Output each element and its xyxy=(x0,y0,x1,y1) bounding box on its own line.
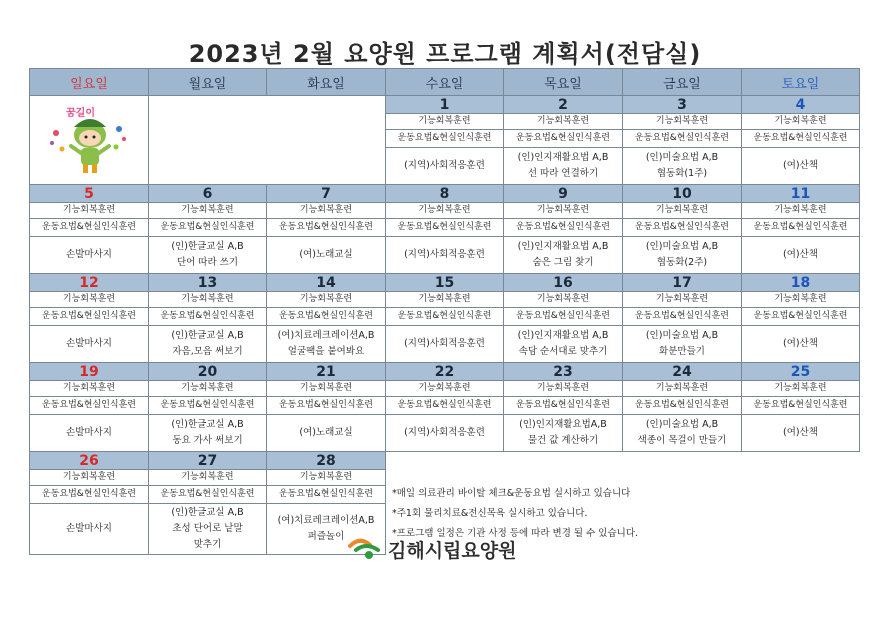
program-row xyxy=(30,415,860,452)
activity-line: 운동요법&현실인식훈련 xyxy=(267,486,386,504)
activity-line: 기능회복훈련 xyxy=(267,381,386,397)
program-text: (여)산책 xyxy=(783,427,818,438)
activity-line: 기능회복훈련 xyxy=(30,203,149,219)
organization-name: 김해시립요양원 xyxy=(388,539,517,562)
day-number: 26 xyxy=(30,452,149,470)
program-text: (인)한글교실 A,B xyxy=(171,507,244,518)
activity-line: 운동요법&현실인식훈련 xyxy=(623,219,742,237)
program-text: (인)인지재활요법A,B xyxy=(519,419,607,430)
weekday-header: 월요일 xyxy=(149,69,267,96)
activity-line: 운동요법&현실인식훈련 xyxy=(386,308,504,326)
program-text: 초성 단어로 낱말 xyxy=(172,523,243,534)
activity-line: 운동요법&현실인식훈련 xyxy=(386,219,504,237)
program-text: (여)치료레크레이션A,B xyxy=(277,515,375,526)
activity-line: 운동요법&현실인식훈련 xyxy=(149,486,267,504)
program-cell xyxy=(30,326,149,363)
date-row xyxy=(30,96,860,114)
activity-line: 기능회복훈련 xyxy=(742,381,860,397)
day-number: 10 xyxy=(623,185,742,203)
activity-line: 운동요법&현실인식훈련 xyxy=(623,308,742,326)
day-number: 6 xyxy=(149,185,267,203)
day-number: 12 xyxy=(30,274,149,292)
activity-line: 운동요법&현실인식훈련 xyxy=(742,308,860,326)
program-text: (지역)사회적응훈련 xyxy=(404,160,485,171)
program-text: (지역)사회적응훈련 xyxy=(404,427,485,438)
program-cell xyxy=(623,148,742,185)
activity-line: 운동요법&현실인식훈련 xyxy=(149,308,267,326)
day-number: 19 xyxy=(30,363,149,381)
day-number: 9 xyxy=(504,185,623,203)
date-row xyxy=(30,185,860,203)
activity-line: 기능회복훈련 xyxy=(267,292,386,308)
day-number: 8 xyxy=(386,185,504,203)
program-text: (인)미술요법 A,B xyxy=(645,152,719,163)
day-number: 17 xyxy=(623,274,742,292)
program-row xyxy=(30,308,860,326)
program-text: (여)산책 xyxy=(783,160,818,171)
day-number: 23 xyxy=(504,363,623,381)
mascot-image xyxy=(44,103,134,177)
activity-line: 기능회복훈련 xyxy=(386,114,504,130)
activity-line: 운동요법&현실인식훈련 xyxy=(149,219,267,237)
day-number: 21 xyxy=(267,363,386,381)
program-row xyxy=(30,381,860,397)
program-cell xyxy=(504,148,623,185)
program-row xyxy=(30,397,860,415)
weekday-header: 일요일 xyxy=(30,69,149,96)
mascot-logo-text: 꿈길이 xyxy=(66,108,95,119)
activity-line: 기능회복훈련 xyxy=(386,292,504,308)
program-text: 퍼즐놀이 xyxy=(307,531,345,542)
program-cell xyxy=(267,237,386,274)
activity-line: 운동요법&현실인식훈련 xyxy=(149,397,267,415)
program-cell xyxy=(30,415,149,452)
day-number: 3 xyxy=(623,96,742,114)
day-number: 28 xyxy=(267,452,386,470)
day-number: 7 xyxy=(267,185,386,203)
program-text: 손발마사지 xyxy=(66,249,112,260)
page-title: 2023년 2월 요양원 프로그램 계획서(전담실) xyxy=(188,40,702,68)
program-text: 동요 가사 써보기 xyxy=(172,435,243,446)
note-line: *주1회 물리치료&전신목욕 실시하고 있습니다. xyxy=(392,507,588,519)
program-cell xyxy=(504,326,623,363)
day-number: 16 xyxy=(504,274,623,292)
empty-date-cell xyxy=(386,452,860,470)
weekday-header: 수요일 xyxy=(386,69,504,96)
weekday-header: 목요일 xyxy=(504,69,623,96)
activity-line: 기능회복훈련 xyxy=(267,203,386,219)
day-number: 2 xyxy=(504,96,623,114)
program-row xyxy=(30,326,860,363)
day-number: 25 xyxy=(742,363,860,381)
activity-line: 기능회복훈련 xyxy=(504,203,623,219)
program-text: (여)노래교실 xyxy=(299,249,353,260)
program-row xyxy=(30,292,860,308)
program-cell xyxy=(267,415,386,452)
activity-line: 운동요법&현실인식훈련 xyxy=(386,130,504,148)
program-text: (인)인지재활요법 A,B xyxy=(517,241,609,252)
program-cell xyxy=(742,326,860,363)
program-calendar-table xyxy=(29,68,860,555)
activity-line: 운동요법&현실인식훈련 xyxy=(623,130,742,148)
activity-line: 기능회복훈련 xyxy=(30,292,149,308)
program-text: 맞추기 xyxy=(193,539,222,550)
day-number: 15 xyxy=(386,274,504,292)
activity-line: 운동요법&현실인식훈련 xyxy=(267,397,386,415)
activity-line: 기능회복훈련 xyxy=(504,292,623,308)
program-text: (인)미술요법 A,B xyxy=(645,330,719,341)
program-cell xyxy=(386,326,504,363)
activity-line: 기능회복훈련 xyxy=(504,114,623,130)
activity-line: 기능회복훈련 xyxy=(623,114,742,130)
weekday-header: 금요일 xyxy=(623,69,742,96)
program-text: 색종이 목걸이 만들기 xyxy=(637,435,727,446)
program-text: (인)한글교실 A,B xyxy=(171,419,244,430)
program-text: 손발마사지 xyxy=(66,523,112,534)
program-row xyxy=(30,203,860,219)
day-number: 1 xyxy=(386,96,504,114)
program-text: 얼굴팩을 붙여봐요 xyxy=(287,346,365,357)
gimhae-logo-icon xyxy=(348,538,382,560)
program-row xyxy=(30,237,860,274)
activity-line: 운동요법&현실인식훈련 xyxy=(30,397,149,415)
weekday-header-row xyxy=(30,69,860,96)
note-line: *프로그램 일정은 기관 사정 등에 따라 변경 될 수 있습니다. xyxy=(392,527,639,539)
program-cell xyxy=(742,148,860,185)
program-text: 손발마사지 xyxy=(66,427,112,438)
program-cell xyxy=(386,415,504,452)
activity-line: 운동요법&현실인식훈련 xyxy=(742,130,860,148)
program-cell xyxy=(504,237,623,274)
mascot-cell xyxy=(30,96,149,185)
activity-line: 운동요법&현실인식훈련 xyxy=(30,219,149,237)
activity-line: 기능회복훈련 xyxy=(30,381,149,397)
program-cell xyxy=(30,504,149,555)
date-row xyxy=(30,363,860,381)
date-row xyxy=(30,452,860,470)
program-text: 화분만들기 xyxy=(659,346,705,357)
program-cell xyxy=(742,415,860,452)
activity-line: 기능회복훈련 xyxy=(267,470,386,486)
program-cell xyxy=(149,237,267,274)
program-text: 자음,모음 써보기 xyxy=(172,346,243,357)
program-cell xyxy=(149,415,267,452)
program-text: (인)미술요법 A,B xyxy=(645,419,719,430)
program-text: 물건 값 계산하기 xyxy=(527,435,599,446)
day-number: 24 xyxy=(623,363,742,381)
program-cell xyxy=(623,326,742,363)
program-text: 손발마사지 xyxy=(66,338,112,349)
activity-line: 기능회복훈련 xyxy=(623,381,742,397)
program-row xyxy=(30,219,860,237)
program-text: (여)산책 xyxy=(783,249,818,260)
activity-line: 운동요법&현실인식훈련 xyxy=(623,397,742,415)
program-cell xyxy=(149,326,267,363)
weekday-header: 토요일 xyxy=(742,69,860,96)
program-text: 협동화(2주) xyxy=(656,257,708,268)
program-cell xyxy=(149,504,267,555)
weekday-header: 화요일 xyxy=(267,69,386,96)
activity-line: 기능회복훈련 xyxy=(742,114,860,130)
program-text: (인)인지재활요법 A,B xyxy=(517,152,609,163)
activity-line: 기능회복훈련 xyxy=(30,470,149,486)
day-number: 20 xyxy=(149,363,267,381)
activity-line: 기능회복훈련 xyxy=(623,292,742,308)
note-line: *매일 의료관리 바이탈 체크&운동요법 실시하고 있습니다 xyxy=(392,487,631,499)
program-cell xyxy=(504,415,623,452)
program-cell xyxy=(386,148,504,185)
program-text: (지역)사회적응훈련 xyxy=(404,249,485,260)
activity-line: 운동요법&현실인식훈련 xyxy=(742,397,860,415)
day-number: 27 xyxy=(149,452,267,470)
activity-line: 기능회복훈련 xyxy=(386,381,504,397)
day-number: 18 xyxy=(742,274,860,292)
program-cell xyxy=(30,237,149,274)
program-row xyxy=(30,470,860,486)
activity-line: 기능회복훈련 xyxy=(386,203,504,219)
activity-line: 기능회복훈련 xyxy=(742,292,860,308)
activity-line: 기능회복훈련 xyxy=(149,470,267,486)
program-cell xyxy=(386,237,504,274)
day-number: 13 xyxy=(149,274,267,292)
program-text: 숨은 그림 찾기 xyxy=(532,257,594,268)
day-number: 14 xyxy=(267,274,386,292)
day-number: 5 xyxy=(30,185,149,203)
program-cell xyxy=(623,237,742,274)
day-number: 4 xyxy=(742,96,860,114)
program-cell xyxy=(267,326,386,363)
activity-line: 운동요법&현실인식훈련 xyxy=(30,486,149,504)
activity-line: 운동요법&현실인식훈련 xyxy=(504,397,623,415)
program-text: (인)한글교실 A,B xyxy=(171,330,244,341)
program-text: (여)치료레크레이션A,B xyxy=(277,330,375,341)
activity-line: 기능회복훈련 xyxy=(504,381,623,397)
activity-line: 기능회복훈련 xyxy=(742,203,860,219)
date-row xyxy=(30,274,860,292)
activity-line: 기능회복훈련 xyxy=(149,381,267,397)
activity-line: 기능회복훈련 xyxy=(149,292,267,308)
activity-line: 운동요법&현실인식훈련 xyxy=(742,219,860,237)
activity-line: 운동요법&현실인식훈련 xyxy=(504,308,623,326)
program-cell xyxy=(623,415,742,452)
program-text: 협동화(1주) xyxy=(656,168,708,179)
activity-line: 기능회복훈련 xyxy=(149,203,267,219)
activity-line: 운동요법&현실인식훈련 xyxy=(504,130,623,148)
program-text: (인)한글교실 A,B xyxy=(171,241,244,252)
program-text: 단어 따라 쓰기 xyxy=(176,257,239,268)
day-number: 11 xyxy=(742,185,860,203)
footer-logo xyxy=(348,534,516,564)
program-text: (여)노래교실 xyxy=(299,427,353,438)
empty-day-cell xyxy=(149,96,386,185)
program-text: (인)미술요법 A,B xyxy=(645,241,719,252)
activity-line: 운동요법&현실인식훈련 xyxy=(386,397,504,415)
activity-line: 기능회복훈련 xyxy=(623,203,742,219)
program-cell xyxy=(742,237,860,274)
activity-line: 운동요법&현실인식훈련 xyxy=(267,308,386,326)
activity-line: 운동요법&현실인식훈련 xyxy=(267,219,386,237)
program-text: 속담 순서대로 맞추기 xyxy=(518,346,608,357)
activity-line: 운동요법&현실인식훈련 xyxy=(504,219,623,237)
activity-line: 운동요법&현실인식훈련 xyxy=(30,308,149,326)
program-text: (인)인지재활요법 A,B xyxy=(517,330,609,341)
day-number: 22 xyxy=(386,363,504,381)
program-text: (지역)사회적응훈련 xyxy=(404,338,485,349)
program-text: 선 따라 연결하기 xyxy=(527,168,599,179)
program-text: (여)산책 xyxy=(783,338,818,349)
